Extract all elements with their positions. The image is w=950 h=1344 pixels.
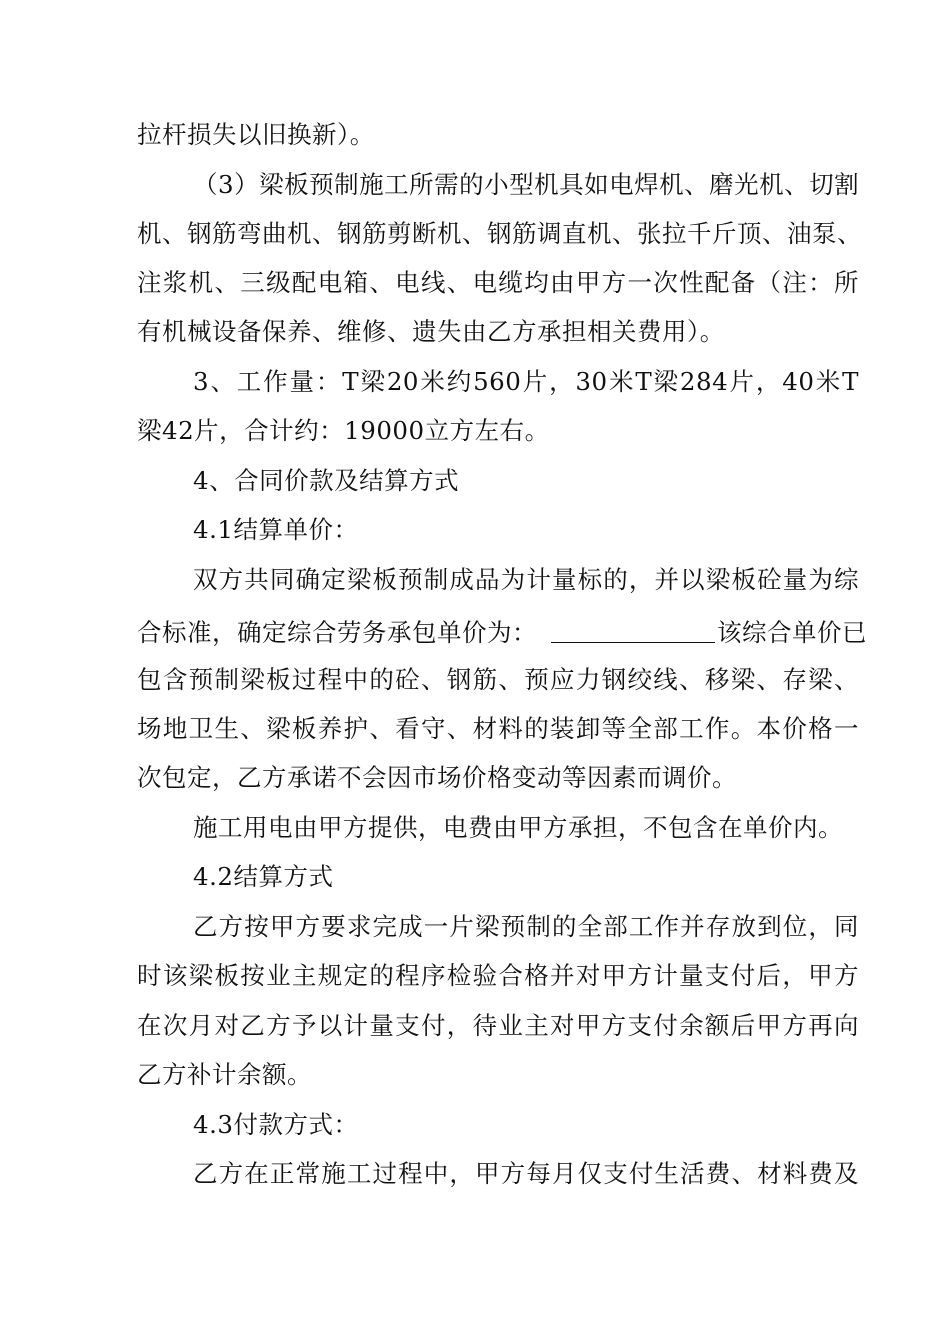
paragraph-line: 双方共同确定梁板预制成品为计量标的，并以梁板砼量为综	[193, 565, 859, 594]
paragraph-line: 乙方按甲方要求完成一片梁预制的全部工作并存放到位，同	[193, 912, 859, 941]
paragraph-line: 在次月对乙方予以计量支付，待业主对甲方支付余额后甲方再向	[137, 1011, 859, 1040]
paragraph-line: 有机械设备保养、维修、遗失由乙方承担相关费用）。	[137, 317, 725, 346]
section-heading: 4、合同价款及结算方式	[193, 466, 460, 495]
paragraph-line: 施工用电由甲方提供，电费由甲方承担，不包含在单价内。	[193, 813, 843, 842]
paragraph-line: 机、钢筋弯曲机、钢筋剪断机、钢筋调直机、张拉千斤顶、油泵、	[137, 219, 862, 248]
subsection-heading: 4.1结算单价：	[193, 515, 359, 544]
paragraph-line: 时该梁板按业主规定的程序检验合格并对甲方计量支付后，甲方	[137, 961, 859, 990]
paragraph-line: 乙方补计余额。	[137, 1060, 312, 1089]
paragraph-line-with-blank	[137, 612, 867, 648]
subsection-heading: 4.2结算方式	[193, 862, 334, 891]
paragraph-line: （3）梁板预制施工所需的小型机具如电焊机、磨光机、切割	[193, 170, 860, 199]
subsection-heading: 4.3付款方式：	[193, 1110, 359, 1139]
unit-price-label: 合标准，确定综合劳务承包单价为：	[137, 618, 537, 647]
unit-price-blank[interactable]	[551, 612, 715, 643]
paragraph-line: 次包定，乙方承诺不会因市场价格变动等因素而调价。	[137, 763, 737, 792]
paragraph-line: 3、工作量：T梁20米约560片，30米T梁284片，40米T	[193, 367, 859, 396]
paragraph-line: 梁42片，合计约：19000立方左右。	[137, 416, 550, 445]
paragraph-line: 包含预制梁板过程中的砼、钢筋、预应力钢绞线、移梁、存梁、	[137, 665, 859, 694]
paragraph-line: 拉杆损失以旧换新）。	[137, 120, 375, 149]
paragraph-line: 注浆机、三级配电箱、电线、电缆均由甲方一次性配备（注：所	[137, 268, 859, 297]
unit-price-tail: 该综合单价已	[717, 618, 867, 647]
paragraph-line: 乙方在正常施工过程中，甲方每月仅支付生活费、材料费及	[193, 1159, 859, 1188]
paragraph-line: 场地卫生、梁板养护、看守、材料的装卸等全部工作。本价格一	[137, 714, 859, 743]
